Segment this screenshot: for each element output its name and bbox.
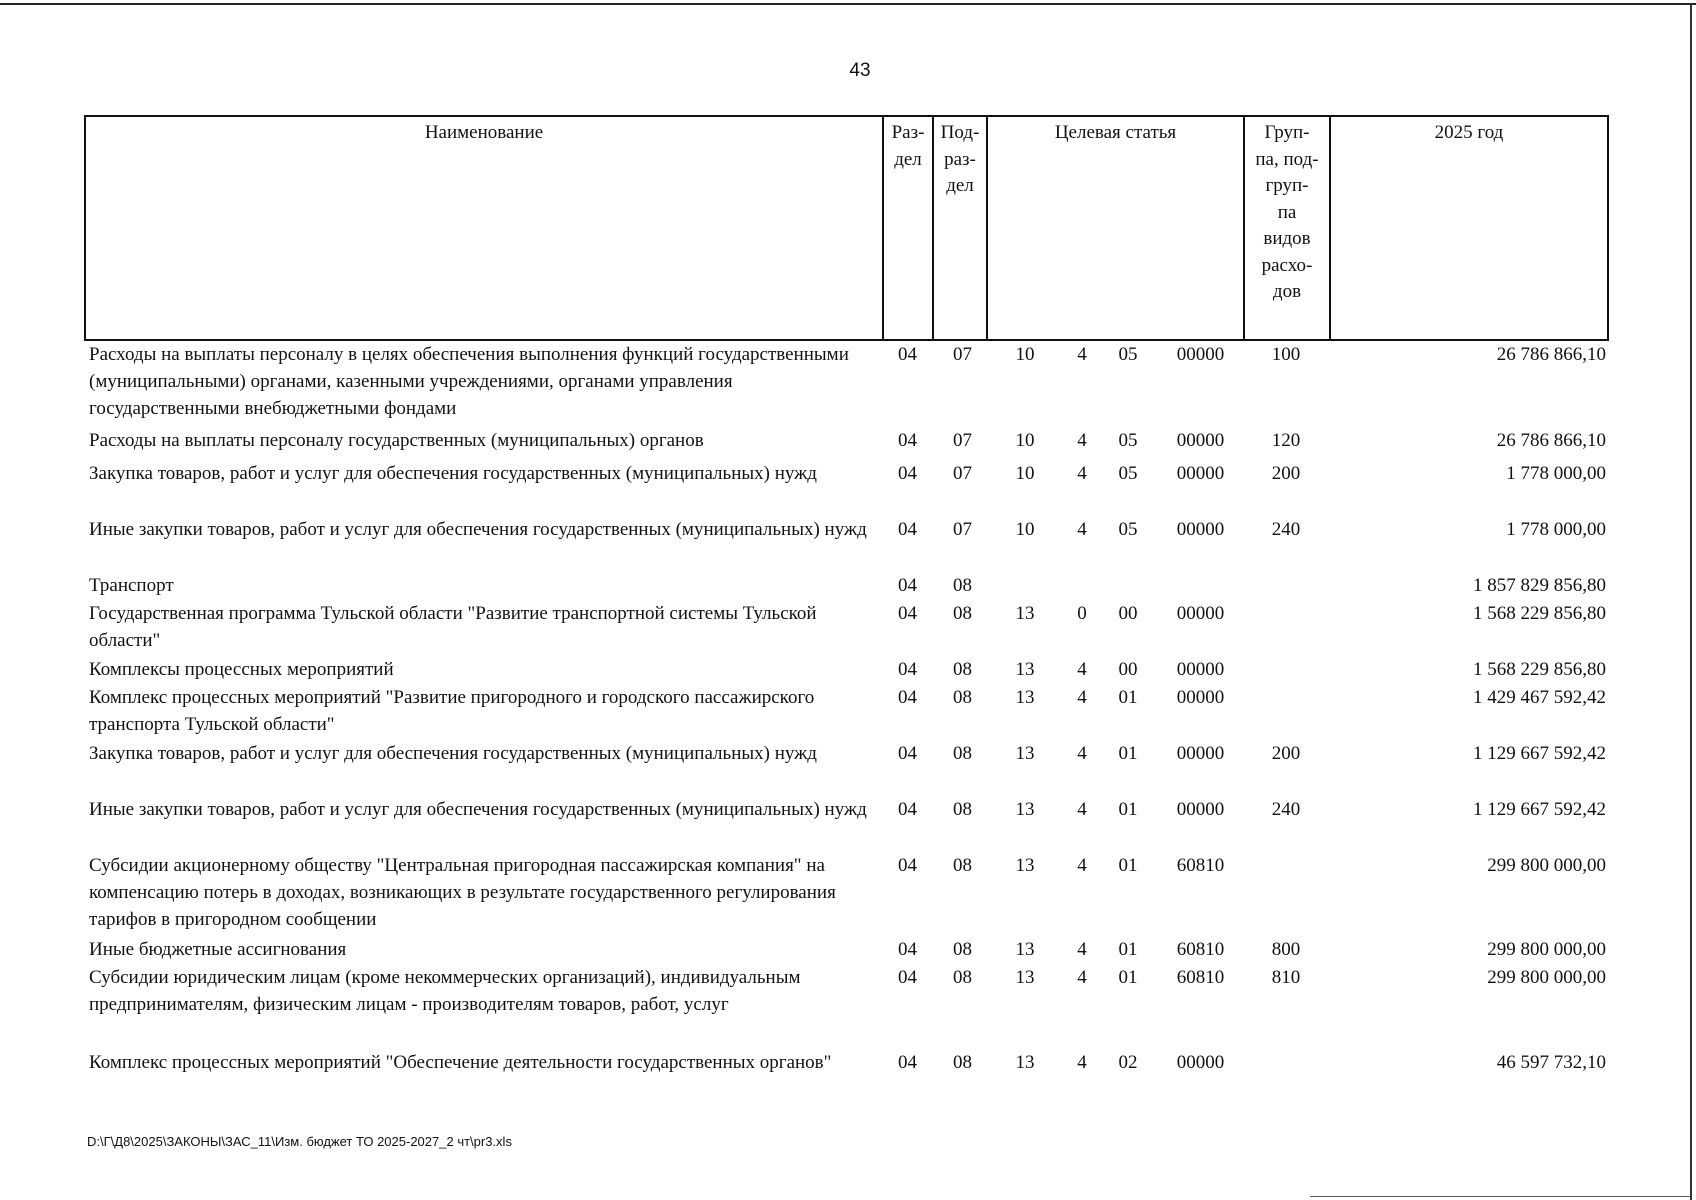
row-section: 04 xyxy=(898,575,917,596)
scan-edge-bottom xyxy=(1310,1196,1690,1197)
header-group-line: дов xyxy=(1272,281,1302,302)
row-subsection: 08 xyxy=(953,575,972,596)
row-amount: 46 597 732,10 xyxy=(1496,1052,1606,1073)
row-target-type: 4 xyxy=(1077,344,1087,365)
row-target-direction: 00000 xyxy=(1176,687,1225,708)
row-target-program: 10 xyxy=(1015,344,1035,365)
row-target-direction: 00000 xyxy=(1176,430,1225,451)
row-subsection: 07 xyxy=(953,344,972,365)
header-name: Наименование xyxy=(424,122,544,143)
table-header xyxy=(84,115,1609,341)
row-section: 04 xyxy=(898,430,917,451)
row-amount: 26 786 866,10 xyxy=(1496,344,1606,365)
row-expense-group: 100 xyxy=(1271,344,1301,365)
row-amount: 1 129 667 592,42 xyxy=(1473,799,1606,820)
row-name: Расходы на выплаты персоналу государственных (муниципальных) органов xyxy=(89,430,704,451)
row-target-element: 00 xyxy=(1118,659,1138,680)
row-subsection: 08 xyxy=(953,799,972,820)
header-group-line: Груп- xyxy=(1264,122,1310,143)
row-name: Закупка товаров, работ и услуг для обеспечения государственных (муниципальных) нужд xyxy=(89,743,817,764)
row-amount: 1 129 667 592,42 xyxy=(1473,743,1606,764)
header-section-line: Раз- xyxy=(891,122,925,143)
row-subsection: 08 xyxy=(953,743,972,764)
row-target-program: 13 xyxy=(1015,939,1035,960)
row-subsection: 08 xyxy=(953,855,972,876)
file-path-footer: D:\Г\Д8\2025\ЗАКОНЫ\ЗАС_11\Изм. бюджет ТО 2025-2027_2 чт\pr3.xls xyxy=(87,1134,512,1149)
row-expense-group: 800 xyxy=(1271,939,1301,960)
row-section: 04 xyxy=(898,967,917,988)
row-amount: 299 800 000,00 xyxy=(1487,855,1606,876)
row-section: 04 xyxy=(898,855,917,876)
row-target-type: 4 xyxy=(1077,1052,1087,1073)
row-target-element: 01 xyxy=(1118,799,1138,820)
row-expense-group: 810 xyxy=(1271,967,1301,988)
row-target-program: 13 xyxy=(1015,687,1035,708)
row-target-element: 02 xyxy=(1118,1052,1138,1073)
row-amount: 26 786 866,10 xyxy=(1496,430,1606,451)
row-target-element: 01 xyxy=(1118,967,1138,988)
header-target: Целевая статья xyxy=(1054,122,1177,143)
page-number: 43 xyxy=(849,60,871,81)
header-subsection-line: раз- xyxy=(944,148,976,170)
row-amount: 1 857 829 856,80 xyxy=(1473,575,1606,596)
header-subsection-line: Под- xyxy=(940,122,980,143)
header-year: 2025 год xyxy=(1434,122,1504,143)
row-target-program: 10 xyxy=(1015,463,1035,484)
row-amount: 1 429 467 592,42 xyxy=(1473,687,1606,708)
row-subsection: 08 xyxy=(953,1052,972,1073)
header-group-line: видов xyxy=(1263,228,1311,249)
row-target-type: 4 xyxy=(1077,967,1087,988)
header-section-line: дел xyxy=(894,148,922,170)
row-target-type: 4 xyxy=(1077,463,1087,484)
row-target-type: 4 xyxy=(1077,743,1087,764)
row-subsection: 07 xyxy=(953,430,972,451)
row-target-element: 05 xyxy=(1118,344,1138,365)
row-expense-group: 200 xyxy=(1271,743,1301,764)
scan-edge-top xyxy=(0,3,1696,5)
row-name: Комплекс процессных мероприятий "Развитие пригородного и городского пассажирского транспорта Тульской области" xyxy=(89,687,815,735)
row-amount: 1 778 000,00 xyxy=(1506,463,1606,484)
row-subsection: 08 xyxy=(953,939,972,960)
row-target-direction: 00000 xyxy=(1176,463,1225,484)
row-target-direction: 60810 xyxy=(1176,939,1225,960)
row-target-program: 13 xyxy=(1015,799,1035,820)
row-target-type: 4 xyxy=(1077,799,1087,820)
row-name: Иные закупки товаров, работ и услуг для обеспечения государственных (муниципальных) нужд xyxy=(89,519,867,540)
row-expense-group: 120 xyxy=(1271,430,1301,451)
row-target-direction: 00000 xyxy=(1176,659,1225,680)
header-group xyxy=(1245,117,1329,339)
scan-edge-right xyxy=(1690,3,1692,1200)
row-target-direction: 00000 xyxy=(1176,1052,1225,1073)
row-amount: 299 800 000,00 xyxy=(1487,939,1606,960)
row-amount: 1 568 229 856,80 xyxy=(1473,603,1606,624)
header-group-line: расхо- xyxy=(1261,254,1313,276)
row-target-direction: 60810 xyxy=(1176,855,1225,876)
row-expense-group: 240 xyxy=(1271,519,1301,540)
row-subsection: 08 xyxy=(953,659,972,680)
row-amount: 1 568 229 856,80 xyxy=(1473,659,1606,680)
row-section: 04 xyxy=(898,1052,917,1073)
row-section: 04 xyxy=(898,743,917,764)
row-target-program: 13 xyxy=(1015,743,1035,764)
row-subsection: 07 xyxy=(953,519,972,540)
row-target-element: 01 xyxy=(1118,687,1138,708)
row-section: 04 xyxy=(898,603,917,624)
row-name: Субсидии юридическим лицам (кроме некоммерческих организаций), индивидуальным предпринимателям, физическим лицам - производителям товаров, работ, услуг xyxy=(89,967,801,1015)
row-target-type: 4 xyxy=(1077,855,1087,876)
row-section: 04 xyxy=(898,344,917,365)
row-name: Иные закупки товаров, работ и услуг для обеспечения государственных (муниципальных) нужд xyxy=(89,799,867,820)
row-target-direction: 00000 xyxy=(1176,799,1225,820)
row-target-type: 4 xyxy=(1077,519,1087,540)
row-target-direction: 00000 xyxy=(1176,603,1225,624)
row-target-type: 4 xyxy=(1077,430,1087,451)
row-name: Комплексы процессных мероприятий xyxy=(89,659,394,680)
row-target-program: 13 xyxy=(1015,855,1035,876)
header-subsection-line: дел xyxy=(946,175,974,196)
row-name: Расходы на выплаты персоналу в целях обеспечения выполнения функций государственными (муниципальными) органами, казенными учреждениями, органами управления государственными внебюджетными фондами xyxy=(89,344,849,419)
row-name: Государственная программа Тульской области "Развитие транспортной системы Тульской области" xyxy=(89,603,817,651)
row-target-direction: 60810 xyxy=(1176,967,1225,988)
row-target-program: 10 xyxy=(1015,519,1035,540)
row-expense-group: 200 xyxy=(1271,463,1301,484)
row-target-direction: 00000 xyxy=(1176,743,1225,764)
row-subsection: 08 xyxy=(953,967,972,988)
row-expense-group: 240 xyxy=(1271,799,1301,820)
row-target-program: 13 xyxy=(1015,603,1035,624)
row-subsection: 08 xyxy=(953,687,972,708)
row-target-direction: 00000 xyxy=(1176,344,1225,365)
row-target-element: 05 xyxy=(1118,463,1138,484)
row-name: Транспорт xyxy=(89,575,174,596)
row-section: 04 xyxy=(898,659,917,680)
row-target-element: 05 xyxy=(1118,430,1138,451)
row-section: 04 xyxy=(898,519,917,540)
row-target-type: 4 xyxy=(1077,659,1087,680)
row-name: Иные бюджетные ассигнования xyxy=(89,939,347,960)
row-section: 04 xyxy=(898,463,917,484)
row-target-element: 01 xyxy=(1118,939,1138,960)
row-subsection: 07 xyxy=(953,463,972,484)
row-target-program: 13 xyxy=(1015,1052,1035,1073)
row-name: Субсидии акционерному обществу "Центральная пригородная пассажирская компания" на компенсацию потерь в доходах, возникающих в результате государственного регулирования тарифов в пригородном сообщении xyxy=(89,855,836,930)
row-target-type: 0 xyxy=(1077,603,1087,624)
header-group-line: груп- xyxy=(1265,175,1309,196)
row-amount: 1 778 000,00 xyxy=(1506,519,1606,540)
row-name: Закупка товаров, работ и услуг для обеспечения государственных (муниципальных) нужд xyxy=(89,463,817,484)
row-target-program: 13 xyxy=(1015,659,1035,680)
row-target-type: 4 xyxy=(1077,687,1087,708)
header-subsection xyxy=(934,117,986,339)
row-section: 04 xyxy=(898,687,917,708)
row-target-element: 00 xyxy=(1118,603,1138,624)
row-subsection: 08 xyxy=(953,603,972,624)
row-section: 04 xyxy=(898,799,917,820)
header-section xyxy=(884,117,932,339)
row-target-element: 01 xyxy=(1118,743,1138,764)
row-target-program: 10 xyxy=(1015,430,1035,451)
row-section: 04 xyxy=(898,939,917,960)
row-target-program: 13 xyxy=(1015,967,1035,988)
row-target-element: 05 xyxy=(1118,519,1138,540)
header-group-line: па, под- xyxy=(1255,148,1319,170)
row-name: Комплекс процессных мероприятий "Обеспечение деятельности государственных органов" xyxy=(89,1052,832,1073)
row-target-type: 4 xyxy=(1077,939,1087,960)
header-group-line: па xyxy=(1277,201,1297,223)
row-amount: 299 800 000,00 xyxy=(1487,967,1606,988)
row-target-element: 01 xyxy=(1118,855,1138,876)
row-target-direction: 00000 xyxy=(1176,519,1225,540)
